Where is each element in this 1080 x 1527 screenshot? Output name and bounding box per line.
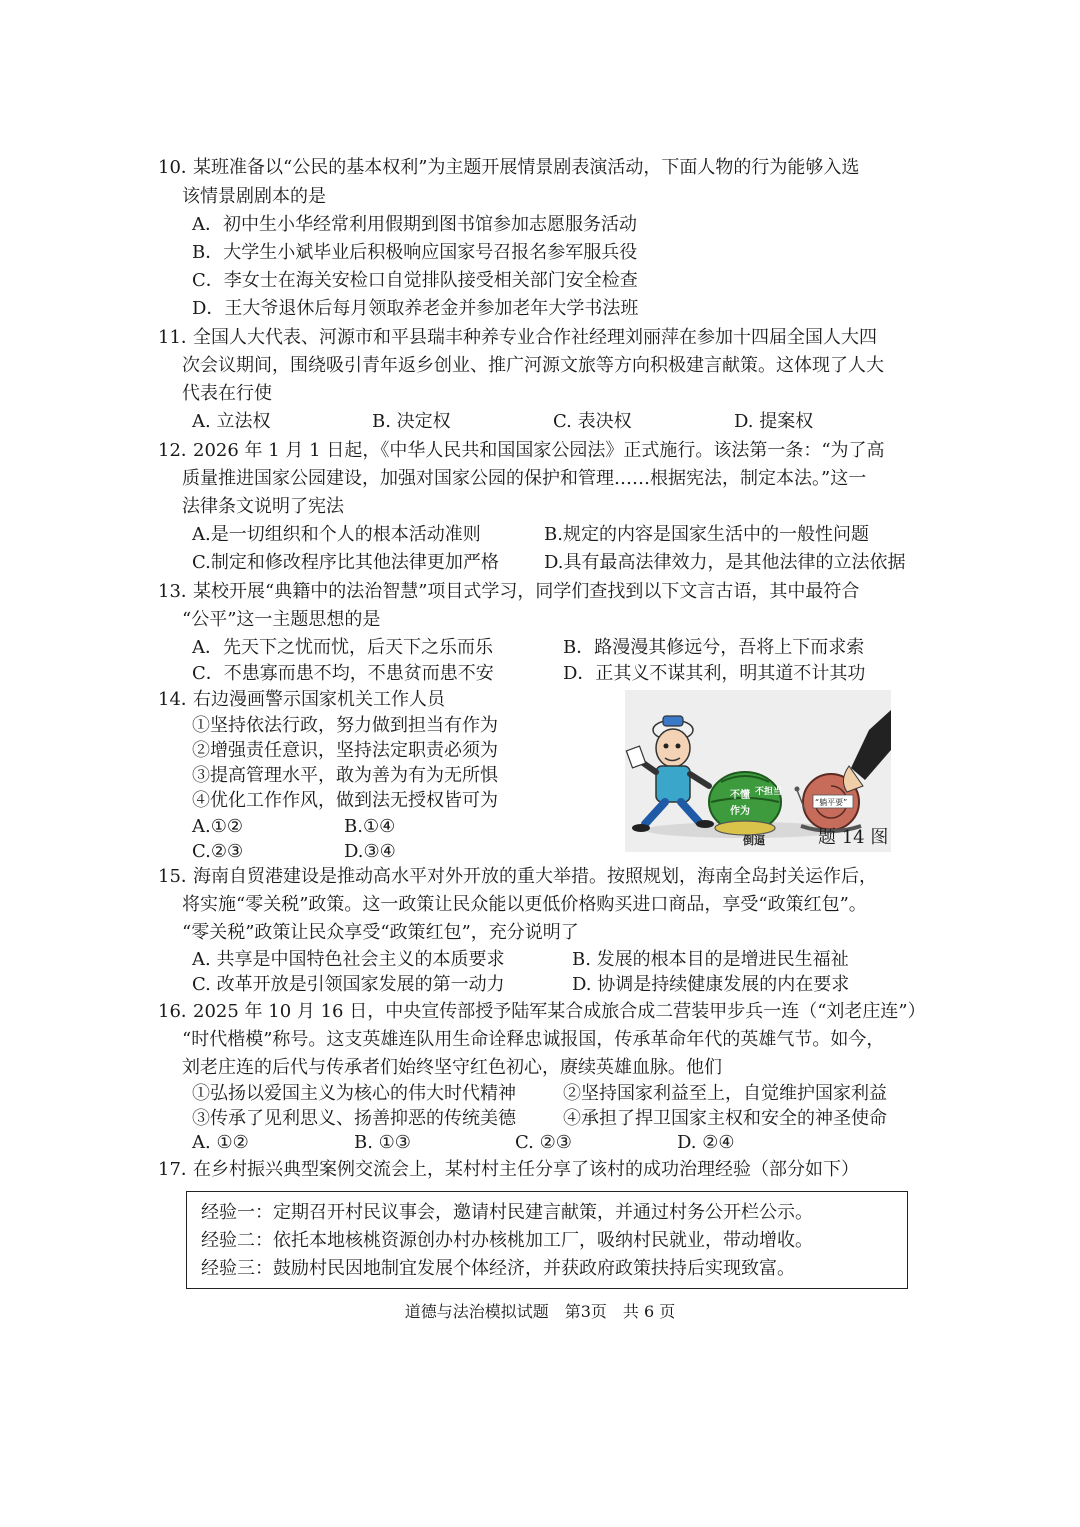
option-c: C. ②③ — [515, 1132, 572, 1153]
question-stem: 海南自贸港建设是推动高水平对外开放的重大举措。按照规划，海南全岛封关运作后， — [193, 866, 877, 887]
experience-box — [186, 1191, 908, 1289]
question-stem: 代表在行使 — [182, 383, 272, 404]
option-a: A. 共享是中国特色社会主义的本质要求 — [192, 949, 505, 970]
question-stem: 2025 年 10 月 16 日，中央宣传部授予陆军某合成旅合成二营装甲步兵一连（“刘老庄连”） — [193, 1001, 926, 1022]
question-stem: “公平”这一主题思想的是 — [182, 609, 381, 630]
statement-4: ④承担了捍卫国家主权和安全的神圣使命 — [563, 1108, 887, 1129]
question-stem: 右边漫画警示国家机关工作人员 — [193, 689, 445, 710]
option-d: D. ②④ — [677, 1132, 735, 1153]
question-number: 10． — [158, 157, 199, 178]
option-d: D．王大爷退休后每月领取养老金并参加老年大学书法班 — [192, 298, 639, 319]
watermelon-figure — [709, 772, 782, 835]
statement-1: ①弘扬以爱国主义为核心的伟大时代精神 — [192, 1083, 516, 1104]
figure-caption: 题 14 图 — [818, 827, 889, 848]
question-number: 13． — [158, 581, 199, 602]
option-d: D. 协调是持续健康发展的内在要求 — [572, 974, 850, 995]
option-d: D．正其义不谋其利，明其道不计其功 — [563, 663, 866, 684]
experience-1: 经验一：定期召开村民议事会，邀请村民建言献策，并通过村务公开栏公示。 — [201, 1202, 813, 1223]
question-number: 12． — [158, 440, 199, 461]
question-stem: 在乡村振兴典型案例交流会上，某村村主任分享了该村的成功治理经验（部分如下） — [193, 1159, 859, 1180]
question-stem: 质量推进国家公园建设，加强对国家公园的保护和管理……根据宪法，制定本法。”这一 — [182, 468, 867, 489]
option-b: B．路漫漫其修远兮，吾将上下而求索 — [563, 637, 865, 658]
question-number: 14． — [158, 689, 199, 710]
statement-4: ④优化工作作风，做到法无授权皆可为 — [192, 790, 498, 811]
option-b: B. 发展的根本目的是增进民生福祉 — [572, 949, 849, 970]
option-a: A．先天下之忧而忧，后天下之乐而乐 — [192, 637, 493, 658]
melon-label-1: 不懂 — [730, 790, 750, 801]
option-b: B.①④ — [344, 816, 396, 837]
option-c: C．不患寡而患不均，不患贫而患不安 — [192, 663, 494, 684]
snail-label: “躺平要” — [815, 798, 848, 807]
option-c: C．李女士在海关安检口自觉排队接受相关部门安全检查 — [192, 270, 638, 291]
question-stem: 将实施“零关税”政策。这一政策让民众能以更低价格购买进口商品，享受“政策红包”。 — [182, 894, 867, 915]
statement-2: ②增强责任意识，坚持法定职责必须为 — [192, 740, 498, 761]
question-stem: 刘老庄连的后代与传承者们始终坚守红色初心，赓续英雄血脉。他们 — [182, 1057, 722, 1078]
statement-1: ①坚持依法行政，努力做到担当有作为 — [192, 715, 498, 736]
question-number: 11． — [158, 327, 199, 348]
option-a: A.是一切组织和个人的根本活动准则 — [192, 524, 481, 545]
option-c: C. 改革开放是引领国家发展的第一动力 — [192, 974, 505, 995]
cartoon-bottom-label: 倒逼 — [743, 834, 765, 847]
option-b: B．大学生小斌毕业后积极响应国家号召报名参军服兵役 — [192, 242, 638, 263]
question-stem: 2026 年 1 月 1 日起，《中华人民共和国国家公园法》正式施行。该法第一条：“为了高 — [193, 440, 885, 461]
question-stem: 某班准备以“公民的基本权利”为主题开展情景剧表演活动，下面人物的行为能够入选 — [193, 157, 860, 178]
option-d: D.③④ — [344, 841, 396, 862]
option-d: D.具有最高法律效力，是其他法律的立法依据 — [544, 552, 906, 573]
melon-label-2: 作为 — [730, 806, 750, 817]
page-footer: 道德与法治模拟试题 第3页 共 6 页 — [404, 1302, 676, 1321]
question-stem: 全国人大代表、河源市和平县瑞丰种养专业合作社经理刘丽萍在参加十四届全国人大四 — [193, 327, 877, 348]
option-b: B. 决定权 — [372, 411, 451, 432]
experience-3: 经验三：鼓励村民因地制宜发展个体经济，并获政府政策扶持后实现致富。 — [201, 1258, 795, 1279]
option-a: A．初中生小华经常利用假期到图书馆参加志愿服务活动 — [192, 214, 637, 235]
question-stem: 该情景剧剧本的是 — [182, 186, 326, 207]
option-a: A.①② — [192, 816, 243, 837]
question-stem: 次会议期间，围绕吸引青年返乡创业、推广河源文旅等方向积极建言献策。这体现了人大 — [182, 355, 884, 376]
option-b: B.规定的内容是国家生活中的一般性问题 — [544, 524, 869, 545]
option-c: C.制定和修改程序比其他法律更加严格 — [192, 552, 499, 573]
question-number: 16． — [158, 1001, 199, 1022]
option-c: C. 表决权 — [553, 411, 632, 432]
option-c: C.②③ — [192, 841, 244, 862]
melon-label-3: 不担当 — [755, 787, 783, 797]
question-stem: “时代楷模”称号。这支英雄连队用生命诠释忠诚报国，传承革命年代的英雄气节。如今， — [182, 1029, 885, 1050]
experience-2: 经验二：依托本地核桃资源创办村办核桃加工厂，吸纳村民就业，带动增收。 — [201, 1230, 813, 1251]
question-stem: 某校开展“典籍中的法治智慧”项目式学习，同学们查找到以下文言古语，其中最符合 — [193, 581, 860, 602]
question-number: 17． — [158, 1159, 199, 1180]
option-b: B. ①③ — [354, 1132, 411, 1153]
option-a: A. 立法权 — [192, 411, 271, 432]
question-number: 15． — [158, 866, 199, 887]
question-stem: 法律条文说明了宪法 — [182, 496, 344, 517]
statement-3: ③提高管理水平，敢为善为有为无所惧 — [192, 765, 498, 786]
question-stem: “零关税”政策让民众享受“政策红包”，充分说明了 — [182, 922, 579, 943]
statement-2: ②坚持国家利益至上，自觉维护国家利益 — [563, 1083, 887, 1104]
option-d: D. 提案权 — [734, 411, 814, 432]
option-a: A. ①② — [192, 1132, 249, 1153]
statement-3: ③传承了见利思义、扬善抑恶的传统美德 — [192, 1108, 516, 1129]
